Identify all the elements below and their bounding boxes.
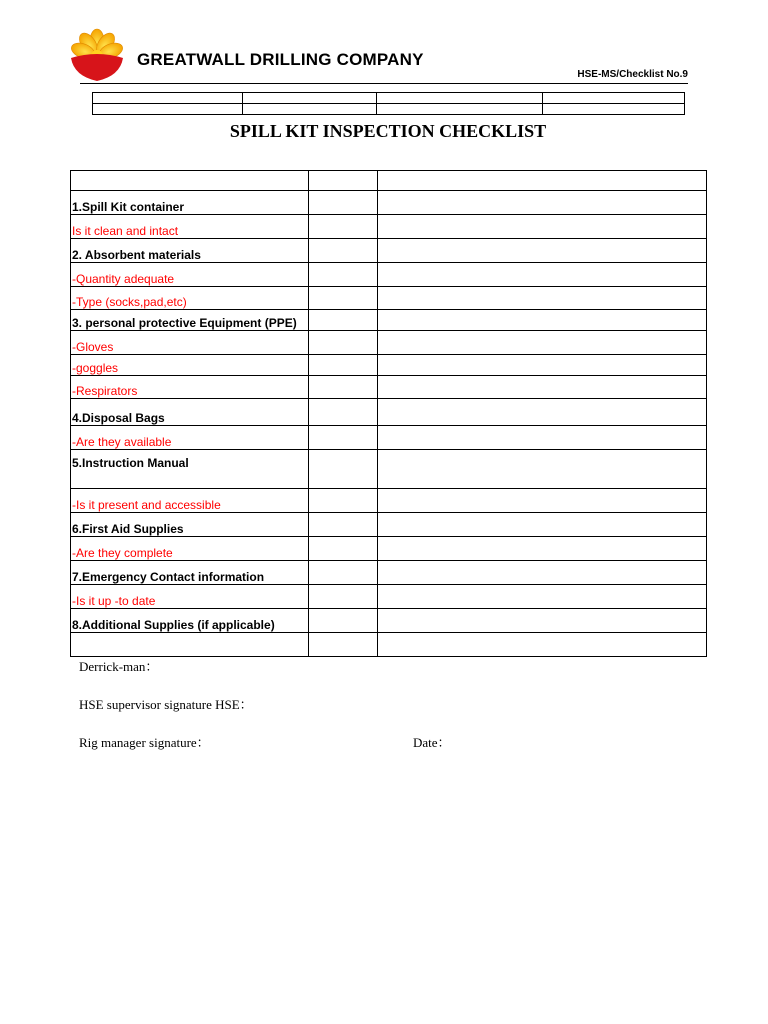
info-cell[interactable] bbox=[377, 104, 543, 115]
status-cell[interactable] bbox=[309, 215, 378, 239]
checklist-item: -Are they available bbox=[71, 426, 309, 450]
checklist-item: 5.Instruction Manual bbox=[71, 450, 309, 489]
table-row bbox=[71, 537, 707, 561]
status-cell[interactable] bbox=[309, 331, 378, 355]
table-row bbox=[71, 513, 707, 537]
page-title: SPILL KIT INSPECTION CHECKLIST bbox=[229, 121, 547, 141]
remarks-cell[interactable] bbox=[378, 287, 707, 310]
checklist-item: -goggles bbox=[71, 355, 309, 376]
checklist-item: -Is it up -to date bbox=[71, 585, 309, 609]
document-info-table bbox=[92, 92, 685, 115]
table-row bbox=[71, 489, 707, 513]
info-cell[interactable] bbox=[93, 104, 243, 115]
table-row bbox=[71, 263, 707, 287]
table-row bbox=[71, 331, 707, 355]
table-row bbox=[71, 399, 707, 426]
status-cell[interactable] bbox=[309, 633, 378, 657]
status-cell[interactable] bbox=[309, 609, 378, 633]
status-cell[interactable] bbox=[309, 239, 378, 263]
checklist-item: -Respirators bbox=[71, 376, 309, 399]
company-logo-icon bbox=[68, 28, 126, 82]
remarks-cell[interactable] bbox=[378, 191, 707, 215]
company-name: GREATWALL DRILLING COMPANY bbox=[137, 50, 424, 69]
table-row bbox=[71, 561, 707, 585]
checklist-item: -Gloves bbox=[71, 331, 309, 355]
status-cell[interactable] bbox=[309, 399, 378, 426]
table-row bbox=[71, 355, 707, 376]
checklist-item: 7.Emergency Contact information bbox=[71, 561, 309, 585]
info-cell[interactable] bbox=[243, 104, 377, 115]
info-cell[interactable] bbox=[243, 93, 377, 104]
checklist-item: 2. Absorbent materials bbox=[71, 239, 309, 263]
hse-supervisor-signature: HSE supervisor signature HSE： bbox=[79, 697, 253, 712]
status-cell[interactable] bbox=[309, 310, 378, 331]
status-cell[interactable] bbox=[309, 263, 378, 287]
table-row bbox=[71, 191, 707, 215]
remarks-cell[interactable] bbox=[378, 239, 707, 263]
info-cell[interactable] bbox=[543, 93, 685, 104]
remarks-cell[interactable] bbox=[378, 426, 707, 450]
derrick-man-signature: Derrick-man： bbox=[79, 659, 159, 674]
checklist-item: -Is it present and accessible bbox=[71, 489, 309, 513]
status-cell[interactable] bbox=[309, 450, 378, 489]
remarks-cell[interactable] bbox=[378, 561, 707, 585]
status-cell[interactable] bbox=[309, 537, 378, 561]
checklist-item: 3. personal protective Equipment (PPE) bbox=[71, 310, 309, 331]
remarks-cell[interactable] bbox=[378, 537, 707, 561]
remarks-cell[interactable] bbox=[378, 331, 707, 355]
table-row bbox=[71, 633, 707, 657]
remarks-cell[interactable] bbox=[378, 489, 707, 513]
header-rule bbox=[80, 83, 688, 84]
rig-manager-signature: Rig manager signature： bbox=[79, 735, 210, 750]
status-cell[interactable] bbox=[309, 513, 378, 537]
info-cell[interactable] bbox=[543, 104, 685, 115]
status-cell[interactable] bbox=[309, 287, 378, 310]
date-field: Date： bbox=[413, 735, 451, 750]
table-row bbox=[71, 450, 707, 489]
checklist-table bbox=[70, 170, 707, 657]
status-cell[interactable] bbox=[309, 489, 378, 513]
table-row bbox=[71, 426, 707, 450]
table-row bbox=[71, 215, 707, 239]
document-number: HSE-MS/Checklist No.9 bbox=[577, 69, 688, 80]
remarks-cell[interactable] bbox=[378, 513, 707, 537]
checklist-item: -Type (socks,pad,etc) bbox=[71, 287, 309, 310]
remarks-cell[interactable] bbox=[378, 609, 707, 633]
remarks-cell[interactable] bbox=[378, 633, 707, 657]
table-row bbox=[71, 310, 707, 331]
checklist-item bbox=[71, 171, 309, 191]
status-cell[interactable] bbox=[309, 561, 378, 585]
status-cell[interactable] bbox=[309, 191, 378, 215]
checklist-item: 1.Spill Kit container bbox=[71, 191, 309, 215]
table-row bbox=[71, 239, 707, 263]
checklist-item bbox=[71, 633, 309, 657]
status-cell[interactable] bbox=[309, 585, 378, 609]
table-row bbox=[71, 376, 707, 399]
table-row bbox=[71, 287, 707, 310]
table-row bbox=[71, 171, 707, 191]
checklist-item: Is it clean and intact bbox=[71, 215, 309, 239]
table-row bbox=[71, 585, 707, 609]
status-cell[interactable] bbox=[309, 171, 378, 191]
remarks-cell[interactable] bbox=[378, 171, 707, 191]
checklist-item: 6.First Aid Supplies bbox=[71, 513, 309, 537]
remarks-cell[interactable] bbox=[378, 585, 707, 609]
info-cell[interactable] bbox=[377, 93, 543, 104]
checklist-item: 4.Disposal Bags bbox=[71, 399, 309, 426]
info-cell[interactable] bbox=[93, 93, 243, 104]
remarks-cell[interactable] bbox=[378, 355, 707, 376]
remarks-cell[interactable] bbox=[378, 215, 707, 239]
remarks-cell[interactable] bbox=[378, 310, 707, 331]
status-cell[interactable] bbox=[309, 355, 378, 376]
checklist-item: -Are they complete bbox=[71, 537, 309, 561]
remarks-cell[interactable] bbox=[378, 450, 707, 489]
status-cell[interactable] bbox=[309, 376, 378, 399]
checklist-item: -Quantity adequate bbox=[71, 263, 309, 287]
checklist-item: 8.Additional Supplies (if applicable) bbox=[71, 609, 309, 633]
remarks-cell[interactable] bbox=[378, 376, 707, 399]
table-row bbox=[71, 609, 707, 633]
remarks-cell[interactable] bbox=[378, 263, 707, 287]
status-cell[interactable] bbox=[309, 426, 378, 450]
remarks-cell[interactable] bbox=[378, 399, 707, 426]
